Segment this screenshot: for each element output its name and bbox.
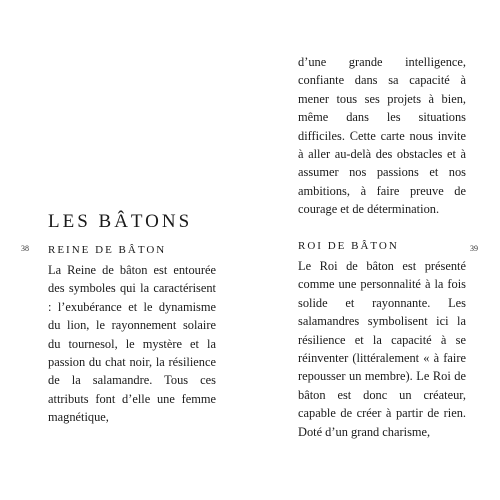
entry-heading-queen: REINE DE BÂTON xyxy=(48,244,167,256)
right-page-continued xyxy=(298,53,466,219)
entry-heading-king: ROI DE BÂTON xyxy=(298,240,399,252)
left-page-content xyxy=(48,210,216,427)
right-page-entry xyxy=(298,240,466,441)
entry-text-queen: La Reine de bâton est entourée des symboles qui la caractérisent : l’exubérance et le dynamisme du lion, le rayonnement solaire du tournesol, le mystère et la passion du chat noir, la résilience de la salamandre. Tous ces attributs font d’elle une femme magnétique, xyxy=(48,263,216,425)
section-title: LES BÂTONS xyxy=(48,211,193,232)
page-number-right: 39 xyxy=(470,244,478,253)
page-number-left: 38 xyxy=(21,244,29,253)
continued-text: d’une grande intelligence, confiante dans sa capacité à mener tous ses projets à bien, même dans les situations difficiles. Cette carte nous invite à aller au-delà des obstacles et à assumer nos passions et nos ambitions, à faire preuve de courage et de détermination. xyxy=(298,55,466,217)
entry-text-king: Le Roi de bâton est présenté comme une personnalité à la fois solide et rayonnante. Les salamandres symbolisent ici la résilience et la capacité à se réinventer (littéralement « à faire repousser un membre). Le Roi de bâton est donc un créateur, capable de créer à partir de rien. Doté d’un grand charisme, xyxy=(298,259,466,439)
